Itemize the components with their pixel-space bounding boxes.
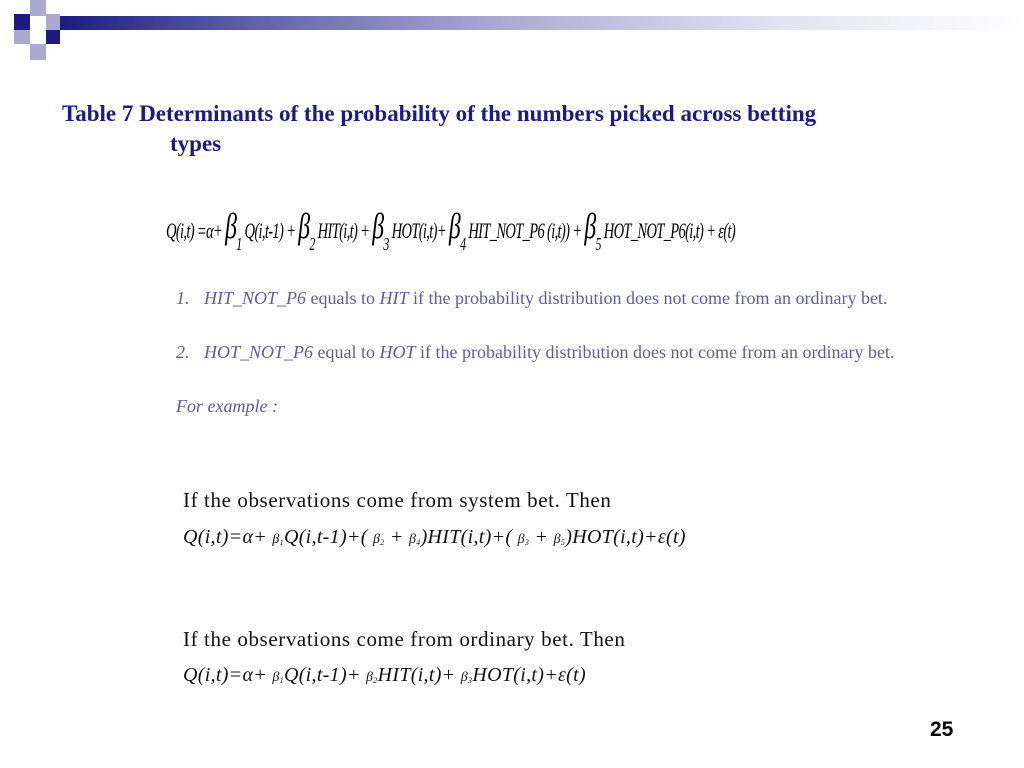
example-sentence: If the observations come from system bet. Then [183, 488, 612, 512]
eq-part: )HIT(i,t)+( [420, 526, 518, 548]
note-number: 1. [176, 288, 190, 308]
eq-part: + [384, 526, 409, 548]
beta-symbol: β [225, 206, 237, 246]
eq-part: Q(i,t-1)+ [283, 664, 367, 686]
eq-term: HOT_NOT_P6(i,t) + ε(t) [603, 218, 736, 243]
beta-symbol: β [372, 206, 384, 246]
beta-subscript: 5 [595, 234, 601, 254]
beta-subscript: 2 [309, 234, 315, 254]
beta-symbol: β [448, 206, 461, 246]
eq-part: Q(i,t-1)+( [283, 526, 373, 548]
example-equation [183, 526, 686, 549]
beta-symbol: $\beta_1$ [272, 670, 284, 685]
title-line-1: Table 7 Determinants of the probability of the numbers picked across betting [62, 101, 817, 126]
corner-square-light [30, 44, 46, 60]
eq-part: Q(i,t)=α+ [183, 664, 273, 686]
beta-symbol: $\beta_5$ [553, 532, 566, 547]
header-gradient-bar [60, 16, 1024, 30]
note-verb: equal to [317, 342, 376, 362]
corner-square-light [14, 30, 30, 44]
eq-part: Q(i,t)=α+ [183, 526, 273, 548]
eq-part: HIT(i,t)+ [377, 664, 461, 686]
example-sentence: If the observations come from ordinary bet. Then [183, 627, 626, 651]
note-verb: equals to [310, 288, 376, 308]
note-text: if the probability distribution does not come from an ordinary bet. [413, 288, 888, 308]
example-equation [183, 664, 625, 687]
beta-symbol: $\beta_4$ [408, 532, 421, 547]
note-value: HOT [379, 342, 416, 362]
note-variable: HOT_NOT_P6 [204, 342, 314, 362]
corner-square-light [46, 14, 60, 30]
slide-title [62, 99, 932, 159]
page-number: 25 [930, 718, 954, 741]
corner-square-dark [46, 30, 60, 44]
note-item [176, 284, 946, 312]
note-text: if the probability distribution does not come from an ordinary bet. [420, 342, 895, 362]
beta-symbol: $\beta_3$ [460, 670, 473, 685]
beta-symbol: β [584, 206, 596, 246]
title-line-2: types [170, 131, 222, 156]
beta-subscript: 1 [236, 234, 242, 254]
note-value: HIT [379, 288, 409, 308]
note-number: 2. [176, 342, 190, 362]
eq-term: HIT(i,t) + [317, 218, 370, 243]
eq-part: HOT(i,t)+ε(t) [472, 664, 586, 686]
beta-subscript: 3 [383, 234, 389, 254]
eq-term: HOT(i,t)+ [391, 218, 446, 243]
beta-symbol: $\beta_2$ [372, 532, 385, 547]
example-ordinary-bet [183, 627, 625, 687]
main-equation [166, 205, 735, 255]
eq-term: Q(i,t-1) + [244, 218, 296, 243]
eq-lhs: Q(i,t) =α+ [166, 218, 223, 243]
beta-symbol: $\beta_2$ [366, 670, 378, 685]
corner-square-light [30, 0, 46, 16]
beta-symbol: $\beta_1$ [272, 532, 284, 547]
eq-part: )HOT(i,t)+ε(t) [565, 526, 686, 548]
beta-subscript: 4 [460, 234, 466, 254]
beta-symbol: β [298, 206, 310, 246]
corner-square-dark [14, 14, 30, 30]
example-system-bet [183, 488, 686, 549]
example-label: For example : [176, 396, 278, 416]
beta-symbol: $\beta_3$ [517, 532, 530, 547]
notes-section [176, 284, 946, 420]
note-item [176, 338, 946, 366]
eq-part: + [529, 526, 554, 548]
eq-term: HIT_NOT_P6 (i,t)) + [468, 218, 582, 243]
note-variable: HIT_NOT_P6 [204, 288, 307, 308]
